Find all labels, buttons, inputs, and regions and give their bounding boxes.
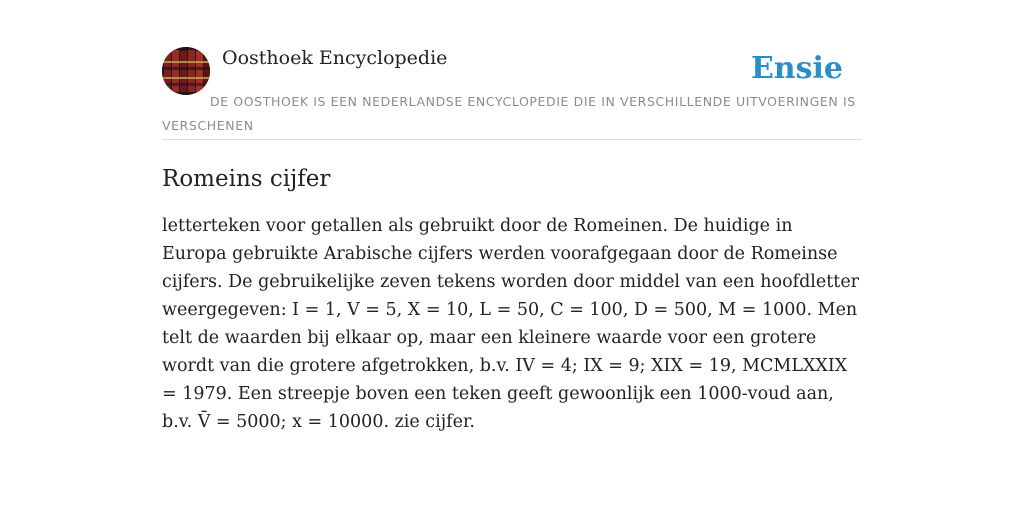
book-spines-icon [162,47,210,95]
source-avatar[interactable] [162,47,210,95]
definition-card [162,44,862,436]
article-title: Romeins cijfer [162,166,331,192]
ensie-logo-link[interactable]: Ensie [750,51,843,86]
source-tagline: DE OOSTHOEK IS EEN NEDERLANDSE ENCYCLOPEDIE DIE IN VERSCHILLENDE UITVOERINGEN IS VERSCHENEN [162,94,856,133]
article-body: letterteken voor getallen als gebruikt door de Romeinen. De huidige in Europa gebruikte Arabische cijfers werden voorafgegaan door de Romeinse cijfers. De gebruikelijke zeven tekens worden door middel van een hoofdletter weergegeven: I = 1, V = 5, X = 10, L = 50, C = 100, D = 500, M = 1000. Men telt de waarden bij elkaar op, maar een kleinere waarde voor een grotere wordt van die grotere afgetrokken, b.v. IV = 4; IX = 9; XIX = 19, MCMLXXIX = 1979. Een streepje boven een teken geeft gewoonlijk een 1000-voud aan, b.v. V̄ = 5000; x = 10000. zie cijfer. [162,216,860,432]
card-header [162,44,862,140]
source-name[interactable]: Oosthoek Encyclopedie [222,47,448,69]
